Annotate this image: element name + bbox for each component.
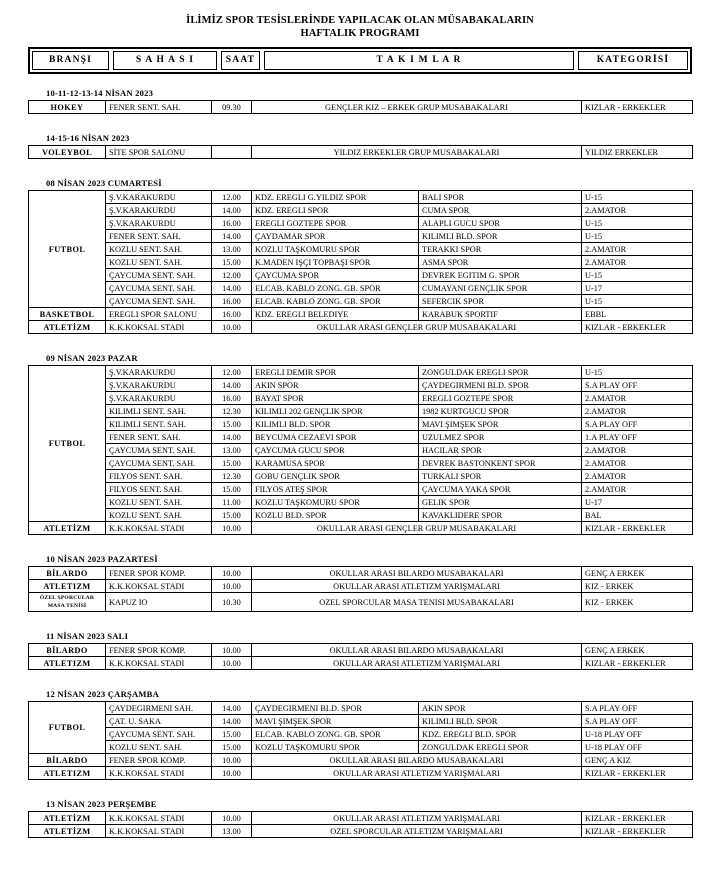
cell-saha: Ş.V.KARAKURDU xyxy=(106,366,212,379)
cell-saat: 15.00 xyxy=(212,509,252,522)
column-header-takimlar: T A K I M L A R xyxy=(264,51,574,70)
cell-saat: 15.00 xyxy=(212,457,252,470)
table-row xyxy=(29,567,693,580)
cell-team-home: KOZLU TAŞKOMURU SPOR xyxy=(252,243,419,256)
cell-saat: 10.00 xyxy=(212,321,252,334)
section-spacer xyxy=(0,159,720,178)
cell-kategori: KIZLAR - ERKEKLER xyxy=(582,812,693,825)
cell-team-home: KILIMLI BLD. SPOR xyxy=(252,418,419,431)
cell-saat: 10.00 xyxy=(212,754,252,767)
cell-takimlar-span: OKULLAR ARASI ATLETIZM YARIŞMALARI xyxy=(252,812,582,825)
table-row xyxy=(29,366,693,379)
cell-saat: 12.30 xyxy=(212,405,252,418)
cell-saha: ÇAYCUMA SENT. SAH. xyxy=(106,295,212,308)
cell-brans: ATLETİZM xyxy=(29,825,106,838)
table-row xyxy=(29,470,693,483)
cell-kategori: GENÇ A ERKEK xyxy=(582,567,693,580)
table-row xyxy=(29,101,693,114)
table-row xyxy=(29,741,693,754)
cell-saat: 16.00 xyxy=(212,217,252,230)
column-header-brans: BRANŞI xyxy=(32,51,109,70)
section-spacer xyxy=(0,114,720,133)
table-row xyxy=(29,580,693,593)
cell-team-home: GOBU GENÇLIK SPOR xyxy=(252,470,419,483)
cell-brans: FUTBOL xyxy=(29,702,106,754)
cell-saha: K.K.KOKSAL STADI xyxy=(106,522,212,535)
cell-saat: 13.00 xyxy=(212,243,252,256)
table-row xyxy=(29,825,693,838)
day-group xyxy=(28,178,692,334)
cell-saat: 10.00 xyxy=(212,567,252,580)
cell-team-home: ELCAB. KABLO ZONG. GB. SPOR xyxy=(252,295,419,308)
table-row xyxy=(29,657,693,670)
cell-saat: 12.00 xyxy=(212,191,252,204)
cell-saha: Ş.V.KARAKURDU xyxy=(106,392,212,405)
cell-team-home: BEYCUMA CEZAEVI SPOR xyxy=(252,431,419,444)
table-row xyxy=(29,295,693,308)
cell-brans: ATLETIZM xyxy=(29,767,106,780)
cell-saat: 14.00 xyxy=(212,282,252,295)
cell-saat: 13.00 xyxy=(212,825,252,838)
table-row xyxy=(29,230,693,243)
cell-saat xyxy=(212,146,252,159)
cell-kategori: KIZLAR - ERKEKLER xyxy=(582,321,693,334)
cell-saha: FENER SPOR KOMP. xyxy=(106,754,212,767)
cell-team-away: CUMAYANI GENÇLIK SPOR xyxy=(419,282,582,295)
table-row xyxy=(29,509,693,522)
table-row xyxy=(29,593,693,612)
cell-brans: BİLARDO xyxy=(29,754,106,767)
column-header-saat: SAAT xyxy=(221,51,260,70)
cell-team-away: ÇAYCUMA YAKA SPOR xyxy=(419,483,582,496)
cell-saat: 14.00 xyxy=(212,702,252,715)
cell-kategori: 2.AMATOR xyxy=(582,405,693,418)
cell-team-away: DEVREK BASTONKENT SPOR xyxy=(419,457,582,470)
cell-brans: FUTBOL xyxy=(29,191,106,308)
cell-takimlar-span: OKULLAR ARASI ATLETIZM YARIŞMALARI xyxy=(252,657,582,670)
cell-brans: FUTBOL xyxy=(29,366,106,522)
table-row xyxy=(29,496,693,509)
cell-kategori: U-15 xyxy=(582,295,693,308)
cell-saha: FENER SPOR KOMP. xyxy=(106,644,212,657)
cell-brans: BİLARDO xyxy=(29,567,106,580)
cell-team-away: ZONGULDAK EREGLI SPOR xyxy=(419,741,582,754)
cell-saat: 14.00 xyxy=(212,715,252,728)
schedule-table xyxy=(28,643,693,670)
section-spacer xyxy=(0,334,720,353)
cell-kategori: KIZLAR - ERKEKLER xyxy=(582,657,693,670)
cell-saha: KOZLU SENT. SAH. xyxy=(106,509,212,522)
table-column-header xyxy=(28,47,692,74)
cell-team-home: ELCAB. KABLO ZONG. GB. SPOR xyxy=(252,282,419,295)
section-spacer xyxy=(0,780,720,799)
cell-saha: FENER SENT. SAH. xyxy=(106,431,212,444)
table-row xyxy=(29,483,693,496)
cell-saha: FILYOS SENT. SAH. xyxy=(106,470,212,483)
cell-kategori: GENÇ A ERKEK xyxy=(582,644,693,657)
cell-kategori: EBBL xyxy=(582,308,693,321)
cell-saha: ÇAT. U. SAKA xyxy=(106,715,212,728)
cell-saha: KOZLU SENT. SAH. xyxy=(106,741,212,754)
cell-saha: KOZLU SENT. SAH. xyxy=(106,496,212,509)
cell-saat: 10.30 xyxy=(212,593,252,612)
cell-saha: KAPUZ IO xyxy=(106,593,212,612)
day-date-label: 08 NİSAN 2023 CUMARTESİ xyxy=(46,178,162,188)
cell-saha: ÇAYDEGIRMENI SAH. xyxy=(106,702,212,715)
cell-brans: ATLETİZM xyxy=(29,812,106,825)
day-date-label: 10-11-12-13-14 NİSAN 2023 xyxy=(46,88,154,98)
cell-team-home: KOZLU BLD. SPOR xyxy=(252,509,419,522)
cell-takimlar-span: YILDIZ ERKEKLER GRUP MUSABAKALARI xyxy=(252,146,582,159)
table-row xyxy=(29,754,693,767)
cell-team-home: MAVI ŞIMŞEK SPOR xyxy=(252,715,419,728)
cell-team-away: GELIK SPOR xyxy=(419,496,582,509)
section-spacer xyxy=(0,612,720,631)
cell-saat: 16.00 xyxy=(212,392,252,405)
cell-team-away: AKIN SPOR xyxy=(419,702,582,715)
cell-team-home: ÇAYCUMA SPOR xyxy=(252,269,419,282)
cell-kategori: KIZLAR - ERKEKLER xyxy=(582,522,693,535)
day-date-label: 12 NİSAN 2023 ÇARŞAMBA xyxy=(46,689,160,699)
title-line-2: HAFTALIK PROGRAMI xyxy=(300,28,420,39)
cell-saha: ÇAYCUMA SENT. SAH. xyxy=(106,444,212,457)
schedule-table xyxy=(28,365,693,535)
cell-saat: 15.00 xyxy=(212,483,252,496)
cell-team-away: ÇAYDEGIRMENI BLD. SPOR xyxy=(419,379,582,392)
day-group xyxy=(28,353,692,535)
cell-kategori: S.A PLAY OFF xyxy=(582,418,693,431)
table-row xyxy=(29,812,693,825)
cell-kategori: U-17 xyxy=(582,282,693,295)
cell-saat: 16.00 xyxy=(212,308,252,321)
cell-kategori: U-15 xyxy=(582,366,693,379)
cell-saat: 10.00 xyxy=(212,812,252,825)
day-group xyxy=(28,554,692,612)
cell-saha: K.K.KOKSAL STADI xyxy=(106,580,212,593)
cell-brans: VOLEYBOL xyxy=(29,146,106,159)
cell-saha: Ş.V.KARAKURDU xyxy=(106,204,212,217)
table-row xyxy=(29,431,693,444)
cell-brans: ATLETIZM xyxy=(29,657,106,670)
day-date-label: 14-15-16 NİSAN 2023 xyxy=(46,133,130,143)
cell-team-away: CUMA SPOR xyxy=(419,204,582,217)
table-row xyxy=(29,282,693,295)
cell-team-home: KARAMUSA SPOR xyxy=(252,457,419,470)
cell-team-away: TURKALI SPOR xyxy=(419,470,582,483)
table-row xyxy=(29,191,693,204)
day-date-label: 10 NİSAN 2023 PAZARTESİ xyxy=(46,554,158,564)
cell-team-home: KDZ. EREGLI SPOR xyxy=(252,204,419,217)
cell-saha: ÇAYCUMA SENT. SAH. xyxy=(106,728,212,741)
cell-team-away: SEFERCIK SPOR xyxy=(419,295,582,308)
table-row xyxy=(29,392,693,405)
cell-saat: 15.00 xyxy=(212,256,252,269)
cell-saha: K.K.KOKSAL STADI xyxy=(106,825,212,838)
cell-team-away: 1982 KURTGUCU SPOR xyxy=(419,405,582,418)
cell-team-home: ÇAYDAMAR SPOR xyxy=(252,230,419,243)
cell-team-home: BAYAT SPOR xyxy=(252,392,419,405)
cell-team-home: EREGLI DEMIR SPOR xyxy=(252,366,419,379)
cell-saha: SİTE SPOR SALONU xyxy=(106,146,212,159)
table-row xyxy=(29,204,693,217)
cell-takimlar-span: OKULLAR ARASI BILARDO MUSABAKALARI xyxy=(252,754,582,767)
schedule-table xyxy=(28,100,693,114)
table-row xyxy=(29,728,693,741)
cell-saha: KOZLU SENT. SAH. xyxy=(106,256,212,269)
day-groups-container xyxy=(0,74,720,838)
cell-kategori: 1.A PLAY OFF xyxy=(582,431,693,444)
cell-saat: 14.00 xyxy=(212,204,252,217)
cell-team-away: DEVREK EGITIM G. SPOR xyxy=(419,269,582,282)
cell-saha: Ş.V.KARAKURDU xyxy=(106,191,212,204)
schedule-table xyxy=(28,701,693,780)
cell-kategori: YILDIZ ERKEKLER xyxy=(582,146,693,159)
cell-saha: KILIMLI SENT. SAH. xyxy=(106,418,212,431)
table-row xyxy=(29,644,693,657)
cell-kategori: 2.AMATOR xyxy=(582,204,693,217)
day-date-label: 13 NİSAN 2023 PERŞEMBE xyxy=(46,799,157,809)
table-row xyxy=(29,522,693,535)
cell-saha: KOZLU SENT. SAH. xyxy=(106,243,212,256)
cell-saat: 10.00 xyxy=(212,657,252,670)
day-date-label: 09 NİSAN 2023 PAZAR xyxy=(46,353,138,363)
cell-team-away: KAVAKLIDERE SPOR xyxy=(419,509,582,522)
cell-team-away: KILIMLI BLD. SPOR xyxy=(419,715,582,728)
cell-team-home: AKIN SPOR xyxy=(252,379,419,392)
cell-kategori: S.A PLAY OFF xyxy=(582,715,693,728)
table-row xyxy=(29,702,693,715)
cell-takimlar-span: OKULLAR ARASI ATLETIZM YARIŞMALARI xyxy=(252,767,582,780)
cell-team-away: ALAPLI GUCU SPOR xyxy=(419,217,582,230)
cell-kategori: 2.AMATOR xyxy=(582,470,693,483)
column-header-kategori: KATEGORİSİ xyxy=(578,51,688,70)
cell-team-home: K.MADEN IŞÇI TOPBAŞI SPOR xyxy=(252,256,419,269)
table-row xyxy=(29,256,693,269)
cell-brans: BİLARDO xyxy=(29,644,106,657)
cell-team-home: KOZLU TAŞKOMURU SPOR xyxy=(252,496,419,509)
cell-team-away: KILIMLI BLD. SPOR xyxy=(419,230,582,243)
cell-saha: ÇAYCUMA SENT. SAH. xyxy=(106,457,212,470)
day-group xyxy=(28,799,692,838)
cell-saha: FILYOS SENT. SAH. xyxy=(106,483,212,496)
cell-saha: FENER SENT. SAH. xyxy=(106,230,212,243)
cell-kategori: KIZ - ERKEK xyxy=(582,593,693,612)
cell-team-home: KILIMLI 202 GENÇLIK SPOR xyxy=(252,405,419,418)
cell-saat: 15.00 xyxy=(212,741,252,754)
day-group xyxy=(28,631,692,670)
title-line-1: İLİMİZ SPOR TESİSLERİNDE YAPILACAK OLAN MÜSABAKALARIN xyxy=(186,15,534,26)
column-header-saha: S A H A S I xyxy=(113,51,217,70)
cell-saha: K.K.KOKSAL STADI xyxy=(106,657,212,670)
table-row xyxy=(29,269,693,282)
schedule-table xyxy=(28,566,693,612)
cell-saha: K.K.KOKSAL STADI xyxy=(106,321,212,334)
table-row xyxy=(29,379,693,392)
cell-saha: K.K.KOKSAL STADI xyxy=(106,812,212,825)
cell-takimlar-span: OZEL SPORCULAR ATLETIZM YARIŞMALARI xyxy=(252,825,582,838)
cell-team-away: ZONGULDAK EREGLI SPOR xyxy=(419,366,582,379)
cell-takimlar-span: OKULLAR ARASI BILARDO MUSABAKALARI xyxy=(252,644,582,657)
schedule-table xyxy=(28,190,693,334)
cell-saat: 10.00 xyxy=(212,522,252,535)
cell-team-home: ELCAB. KABLO ZONG. GB. SPOR xyxy=(252,728,419,741)
cell-saat: 10.00 xyxy=(212,580,252,593)
cell-kategori: 2.AMATOR xyxy=(582,243,693,256)
cell-kategori: U-15 xyxy=(582,269,693,282)
cell-saha: ÇAYCUMA SENT. SAH. xyxy=(106,282,212,295)
cell-kategori: GENÇ A KIZ xyxy=(582,754,693,767)
day-group xyxy=(28,133,692,159)
cell-team-away: ASMA SPOR xyxy=(419,256,582,269)
cell-saat: 09.30 xyxy=(212,101,252,114)
cell-brans: HOKEY xyxy=(29,101,106,114)
table-row xyxy=(29,767,693,780)
cell-kategori: KIZ - ERKEK xyxy=(582,580,693,593)
cell-saha: ÇAYCUMA SENT. SAH. xyxy=(106,269,212,282)
cell-kategori: U-15 xyxy=(582,191,693,204)
cell-team-home: ÇAYCUMA GUCU SPOR xyxy=(252,444,419,457)
cell-team-home: ÇAYDEGIRMENI BLD. SPOR xyxy=(252,702,419,715)
table-row xyxy=(29,321,693,334)
cell-kategori: KIZLAR - ERKEKLER xyxy=(582,101,693,114)
cell-saat: 13.00 xyxy=(212,444,252,457)
table-row xyxy=(29,715,693,728)
cell-saha: Ş.V.KARAKURDU xyxy=(106,217,212,230)
cell-saat: 15.00 xyxy=(212,728,252,741)
cell-brans: ATLETİZM xyxy=(29,321,106,334)
cell-kategori: BAL xyxy=(582,509,693,522)
table-row xyxy=(29,418,693,431)
cell-team-away: UZULMEZ SPOR xyxy=(419,431,582,444)
cell-kategori: U-18 PLAY OFF xyxy=(582,728,693,741)
cell-saat: 10.00 xyxy=(212,644,252,657)
cell-saat: 10.00 xyxy=(212,767,252,780)
table-row xyxy=(29,444,693,457)
cell-kategori: 2.AMATOR xyxy=(582,457,693,470)
cell-saha: K.K.KOKSAL STADI xyxy=(106,767,212,780)
cell-takimlar-span: OKULLAR ARASI ATLETIZM YARIŞMALARI xyxy=(252,580,582,593)
cell-saat: 12.30 xyxy=(212,470,252,483)
schedule-table xyxy=(28,145,693,159)
day-group xyxy=(28,88,692,114)
table-row xyxy=(29,308,693,321)
cell-takimlar-span: OZEL SPORCULAR MASA TENISI MUSABAKALARI xyxy=(252,593,582,612)
cell-saat: 12.00 xyxy=(212,366,252,379)
cell-saat: 16.00 xyxy=(212,295,252,308)
cell-saat: 12.00 xyxy=(212,269,252,282)
cell-team-away: BALI SPOR xyxy=(419,191,582,204)
cell-team-home: KDZ. EREGLI BELEDIYE xyxy=(252,308,419,321)
cell-brans: ATLETIZM xyxy=(29,580,106,593)
cell-kategori: 2.AMATOR xyxy=(582,256,693,269)
cell-saha: FENER SPOR KOMP. xyxy=(106,567,212,580)
cell-saat: 11.00 xyxy=(212,496,252,509)
cell-saat: 14.00 xyxy=(212,379,252,392)
cell-team-home: KOZLU TAŞKOMURU SPOR xyxy=(252,741,419,754)
cell-saha: Ş.V.KARAKURDU xyxy=(106,379,212,392)
section-spacer xyxy=(0,74,720,88)
section-spacer xyxy=(0,670,720,689)
cell-saha: EREGLI SPOR SALONU xyxy=(106,308,212,321)
table-row xyxy=(29,405,693,418)
section-spacer xyxy=(0,535,720,554)
cell-saat: 14.00 xyxy=(212,230,252,243)
cell-takimlar-span: OKULLAR ARASI GENÇLER GRUP MUSABAKALARI xyxy=(252,522,582,535)
cell-brans: ÖZEL SPORCULAR MASA TENİSİ xyxy=(29,593,106,612)
cell-kategori: U-17 xyxy=(582,496,693,509)
cell-saha: KILIMLI SENT. SAH. xyxy=(106,405,212,418)
cell-takimlar-span: OKULLAR ARASI GENÇLER GRUP MUSABAKALARI xyxy=(252,321,582,334)
cell-brans: ATLETİZM xyxy=(29,522,106,535)
cell-kategori: KIZLAR - ERKEKLER xyxy=(582,825,693,838)
cell-kategori: 2.AMATOR xyxy=(582,444,693,457)
cell-team-away: KDZ. EREGLI BLD. SPOR xyxy=(419,728,582,741)
cell-takimlar-span: OKULLAR ARASI BILARDO MUSABAKALARI xyxy=(252,567,582,580)
document-title xyxy=(0,0,720,40)
schedule-table xyxy=(28,811,693,838)
cell-kategori: 2.AMATOR xyxy=(582,483,693,496)
cell-team-away: MAVI ŞIMŞEK SPOR xyxy=(419,418,582,431)
cell-kategori: U-15 xyxy=(582,217,693,230)
cell-saat: 15.00 xyxy=(212,418,252,431)
cell-saat: 14.00 xyxy=(212,431,252,444)
cell-kategori: KIZLAR - ERKEKLER xyxy=(582,767,693,780)
cell-team-home: EREGLI GOZTEPE SPOR xyxy=(252,217,419,230)
cell-team-away: EREGLI GOZTEPE SPOR xyxy=(419,392,582,405)
day-group xyxy=(28,689,692,780)
cell-takimlar-span: GENÇLER KIZ – ERKEK GRUP MUSABAKALARI xyxy=(252,101,582,114)
cell-kategori: U-18 PLAY OFF xyxy=(582,741,693,754)
day-date-label: 11 NİSAN 2023 SALI xyxy=(46,631,129,641)
table-row xyxy=(29,146,693,159)
cell-brans: BASKETBOL xyxy=(29,308,106,321)
cell-team-home: FILYOS ATEŞ SPOR xyxy=(252,483,419,496)
cell-team-away: HACILAR SPOR xyxy=(419,444,582,457)
cell-team-away: TERAKKI SPOR xyxy=(419,243,582,256)
cell-kategori: 2.AMATOR xyxy=(582,392,693,405)
cell-kategori: S.A PLAY OFF xyxy=(582,379,693,392)
table-row xyxy=(29,457,693,470)
cell-kategori: U-15 xyxy=(582,230,693,243)
table-row xyxy=(29,217,693,230)
cell-saha: FENER SENT. SAH. xyxy=(106,101,212,114)
cell-kategori: S.A PLAY OFF xyxy=(582,702,693,715)
cell-team-away: KARABUK SPORTIF xyxy=(419,308,582,321)
cell-team-home: KDZ. EREGLI G.YILDIZ SPOR xyxy=(252,191,419,204)
table-row xyxy=(29,243,693,256)
